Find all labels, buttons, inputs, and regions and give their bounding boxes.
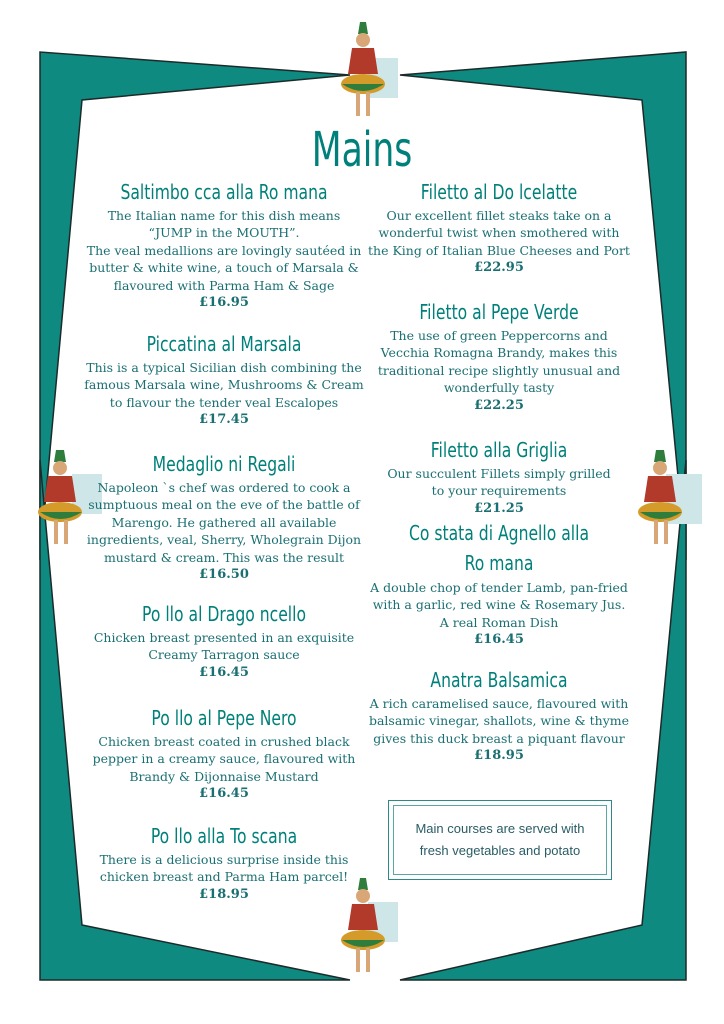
desc-line: balsamic vinegar, shallots, wine & thyme — [368, 713, 630, 729]
desc-line: Our succulent Fillets simply grilled — [387, 466, 611, 481]
dish-medaglioni — [80, 450, 368, 583]
desc-line: Napoleon `s chef was ordered to cook a — [97, 480, 351, 495]
desc-line: sumptuous meal on the eve of the battle of — [88, 497, 360, 513]
dish-filetto-pepe-verde — [368, 298, 630, 414]
dish-name: Medaglio ni Regali — [152, 452, 296, 476]
dish-name: Piccatina al Marsala — [146, 332, 302, 356]
dish-price: £18.95 — [474, 748, 524, 764]
desc-line: The Italian name for this dish means — [107, 208, 341, 223]
desc-line: A rich caramelised sauce, flavoured with — [369, 696, 629, 711]
desc-line: to your requirements — [431, 483, 567, 499]
desc-line: A real Roman Dish — [439, 614, 559, 630]
dish-name: Co stata di Agnello alla Ro mana — [408, 521, 590, 575]
side-note-inner — [393, 805, 607, 875]
side-note-box — [388, 800, 612, 880]
dish-name: Po llo alla To scana — [150, 824, 298, 848]
dish-description — [80, 479, 368, 566]
desc-line: Creamy Tarragon sauce — [148, 647, 300, 663]
dish-pollo-dragoncello — [80, 600, 368, 681]
desc-line: “JUMP in the MOUTH”. — [148, 225, 300, 241]
desc-line: traditional recipe slightly unusual and — [377, 362, 621, 378]
dish-name: Po llo al Pepe Nero — [151, 706, 297, 730]
dish-description — [368, 465, 630, 500]
page-title: Mains — [311, 122, 413, 178]
dish-description — [368, 695, 630, 747]
dish-name: Filetto al Do lcelatte — [420, 180, 578, 204]
desc-line: chicken breast and Parma Ham parcel! — [99, 869, 349, 885]
dish-description — [368, 207, 630, 259]
dish-description — [80, 851, 368, 886]
dish-price: £16.45 — [199, 786, 249, 802]
desc-line: mustard & cream. This was the result — [103, 549, 345, 565]
dish-description — [80, 359, 368, 411]
desc-line: ingredients, veal, Sherry, Wholegrain Dijon — [86, 532, 362, 548]
dish-price: £16.45 — [199, 664, 249, 680]
dish-piccatina — [80, 330, 368, 428]
desc-line: butter & white wine, a touch of Marsala & — [89, 260, 359, 276]
dish-costata-agnello — [368, 518, 630, 648]
desc-line: gives this duck breast a piquant flavour — [373, 730, 625, 746]
desc-line: famous Marsala wine, Mushrooms & Cream — [84, 377, 364, 393]
desc-line: to flavour the tender veal Escalopes — [109, 394, 339, 410]
dish-price: £16.95 — [199, 295, 249, 311]
dish-description — [80, 207, 368, 294]
desc-line: the King of Italian Blue Cheeses and Port — [368, 242, 630, 258]
dish-description — [80, 733, 368, 785]
dish-description — [368, 327, 630, 397]
desc-line: with a garlic, red wine & Rosemary Jus. — [372, 597, 626, 613]
dish-anatra-balsamica — [368, 666, 630, 764]
desc-line: Brandy & Dijonnaise Mustard — [129, 768, 319, 784]
side-note-line: Main courses are served with — [415, 821, 585, 836]
desc-line: wonderfully tasty — [443, 380, 555, 396]
desc-line: pepper in a creamy sauce, flavoured with — [92, 751, 356, 767]
desc-line: There is a delicious surprise inside this — [99, 852, 349, 867]
dish-price: £22.25 — [474, 397, 524, 413]
desc-line: Chicken breast presented in an exquisite — [93, 630, 355, 645]
desc-line: Vecchia Romagna Brandy, makes this — [380, 345, 618, 361]
dancer-figure-top — [330, 18, 400, 122]
desc-line: flavoured with Parma Ham & Sage — [113, 277, 335, 293]
dish-name: Po llo al Drago ncello — [141, 602, 307, 626]
dish-saltimbocca — [80, 178, 368, 311]
dish-price: £16.50 — [199, 567, 249, 583]
dish-description — [80, 629, 368, 664]
desc-line: wonderful twist when smothered with — [378, 225, 620, 241]
dish-price: £21.25 — [474, 500, 524, 516]
dish-name: Filetto alla Griglia — [430, 438, 568, 462]
dish-price: £16.45 — [474, 632, 524, 648]
desc-line: This is a typical Sicilian dish combining the — [86, 360, 362, 375]
dish-price: £22.95 — [474, 260, 524, 276]
desc-line: Chicken breast coated in crushed black — [98, 734, 350, 749]
dish-filetto-dolcelatte — [368, 178, 630, 276]
desc-line: The veal medallions are lovingly sautéed in — [86, 242, 362, 258]
dish-name: Filetto al Pepe Verde — [419, 300, 579, 324]
side-note-line: fresh vegetables and potato — [419, 843, 581, 858]
dish-description — [368, 579, 630, 631]
desc-line: A double chop of tender Lamb, pan-fried — [370, 580, 628, 595]
dish-pollo-pepe-nero — [80, 704, 368, 802]
desc-line: Marengo. He gathered all available — [111, 514, 337, 530]
dish-filetto-griglia — [368, 436, 630, 517]
dish-price: £17.45 — [199, 412, 249, 428]
dancer-figure-right — [636, 446, 706, 550]
dish-pollo-toscana — [80, 822, 368, 903]
desc-line: Our excellent fillet steaks take on a — [386, 208, 612, 223]
dish-name: Anatra Balsamica — [430, 668, 568, 692]
desc-line: The use of green Peppercorns and — [390, 328, 608, 343]
dish-price: £18.95 — [199, 886, 249, 902]
dish-name: Saltimbo cca alla Ro mana — [120, 180, 328, 204]
